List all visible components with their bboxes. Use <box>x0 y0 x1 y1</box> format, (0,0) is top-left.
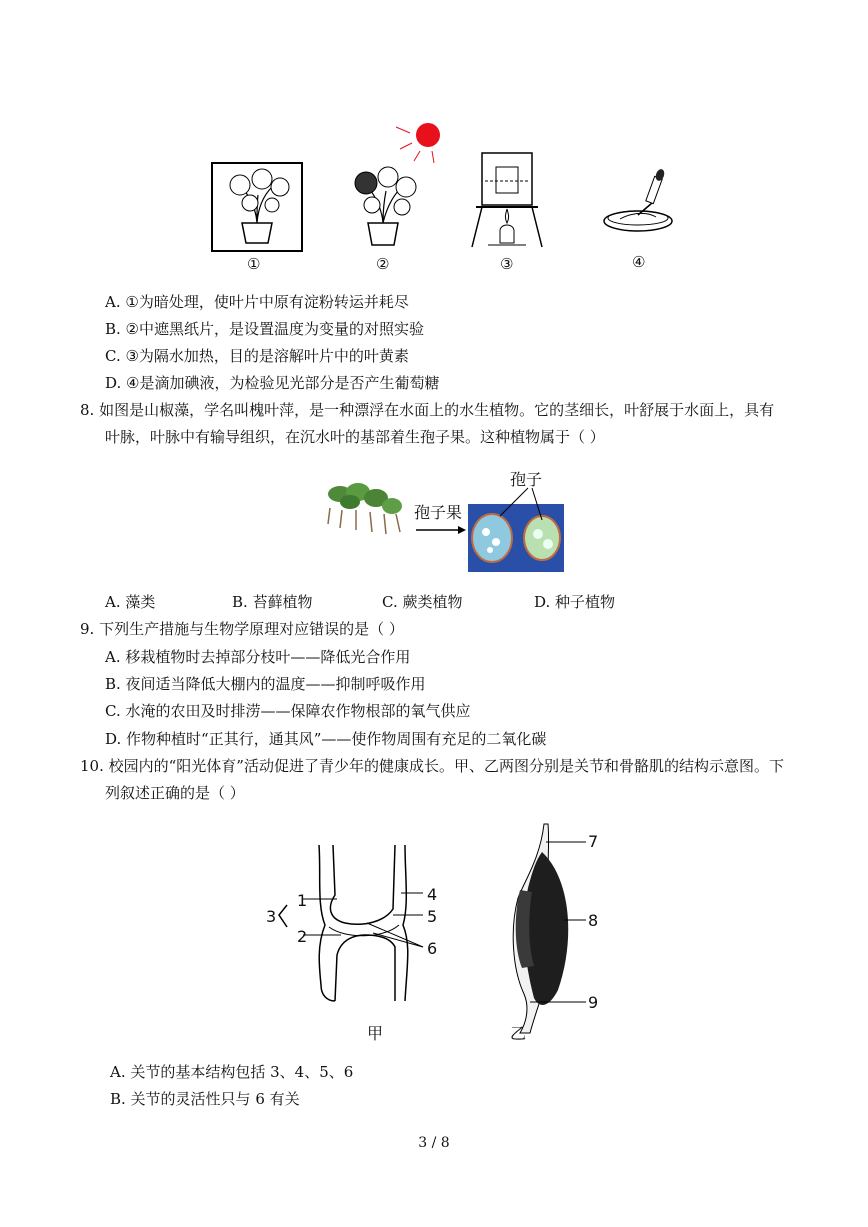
q9-stem: 9. 下列生产措施与生物学原理对应错误的是（ ） <box>80 620 404 638</box>
sporocarp-photo <box>468 504 564 572</box>
muscle-label-9: 9 <box>588 993 599 1012</box>
upper-bone <box>330 845 395 924</box>
q9-option-c: C. 水淹的农田及时排涝——保障农作物根部的氧气供应 <box>105 702 471 720</box>
muscle-diagram <box>490 818 620 1043</box>
experiment-diagram <box>200 115 680 280</box>
q7-option-a: A. ①为暗处理，使叶片中原有淀粉转运并耗尽 <box>105 293 409 311</box>
water-bath-apparatus <box>472 153 542 247</box>
muscle-caption: 乙 <box>510 1024 527 1043</box>
muscle-figure <box>490 818 620 1043</box>
joint-diagram <box>255 835 455 1045</box>
q9-option-a: A. 移栽植物时去掉部分枝叶——降低光合作用 <box>105 648 411 666</box>
salvinia-figure <box>320 462 570 582</box>
sun-icon <box>416 123 440 147</box>
pointer-6b <box>373 933 423 947</box>
q8-option-a: A. 藻类 <box>105 593 156 611</box>
joint-label-2: 2 <box>297 927 308 946</box>
q8-option-b: B. 苔藓植物 <box>232 593 313 611</box>
light-exposed-plant <box>355 123 440 245</box>
arrow-head-icon <box>458 526 466 534</box>
q10-option-b: B. 关节的灵活性只与 6 有关 <box>110 1090 300 1108</box>
q9-option-b: B. 夜间适当降低大棚内的温度——抑制呼吸作用 <box>105 675 426 693</box>
muscle-label-8: 8 <box>588 911 599 930</box>
joint-capsule-left <box>319 845 335 1001</box>
q9-option-d: D. 作物种植时“正其行，通其风”——使作物周围有充足的二氧化碳 <box>105 730 547 748</box>
q10-option-a: A. 关节的基本结构包括 3、4、5、6 <box>110 1063 354 1081</box>
joint-cavity <box>329 925 399 936</box>
sporocarp-label: 孢子果 <box>414 503 463 522</box>
figure-label-3: ③ <box>500 255 514 273</box>
bracket-3 <box>279 905 287 927</box>
figure-label-2: ② <box>376 255 390 273</box>
joint-label-6: 6 <box>427 939 438 958</box>
q7-option-c: C. ③为隔水加热，目的是溶解叶片中的叶黄素 <box>105 347 409 365</box>
joint-figure <box>255 835 455 1045</box>
lower-bone <box>335 935 395 1001</box>
joint-capsule-right <box>403 845 408 1001</box>
experiment-figure <box>200 115 680 280</box>
q7-option-d: D. ④是滴加碘液，为检验见光部分是否产生葡萄糖 <box>105 374 440 392</box>
joint-label-1: 1 <box>297 891 308 910</box>
joint-caption: 甲 <box>367 1024 384 1043</box>
figure-label-1: ① <box>247 255 261 273</box>
q10-stem-line1: 10. 校园内的“阳光体育”活动促进了青少年的健康成长。甲、乙两图分别是关节和骨骼肌的结构示意图。下 <box>80 757 784 775</box>
muscle-label-7: 7 <box>588 832 599 851</box>
q8-option-c: C. 蕨类植物 <box>382 593 463 611</box>
q7-option-b: B. ②中遮黑纸片，是设置温度为变量的对照实验 <box>105 320 425 338</box>
figure-label-4: ④ <box>632 253 646 271</box>
spore-label: 孢子 <box>510 470 543 489</box>
q8-option-d: D. 种子植物 <box>534 593 616 611</box>
salvinia-plant-icon <box>328 483 402 534</box>
q8-stem-line2: 叶脉，叶脉中有输导组织，在沉水叶的基部着生孢子果。这种植物属于（ ） <box>105 428 605 446</box>
q8-stem-line1: 8. 如图是山椒藻，学名叫槐叶萍，是一种漂浮在水面上的水生植物。它的茎细长，叶舒展于水面上，具有 <box>80 401 775 419</box>
joint-label-5: 5 <box>427 907 438 926</box>
joint-label-4: 4 <box>427 885 438 904</box>
dark-treatment-plant <box>212 163 302 251</box>
page-number: 3 / 8 <box>418 1135 450 1151</box>
q10-stem-line2: 列叙述正确的是（ ） <box>105 784 245 802</box>
iodine-dropper-dish <box>604 168 672 231</box>
joint-label-3: 3 <box>266 907 277 926</box>
